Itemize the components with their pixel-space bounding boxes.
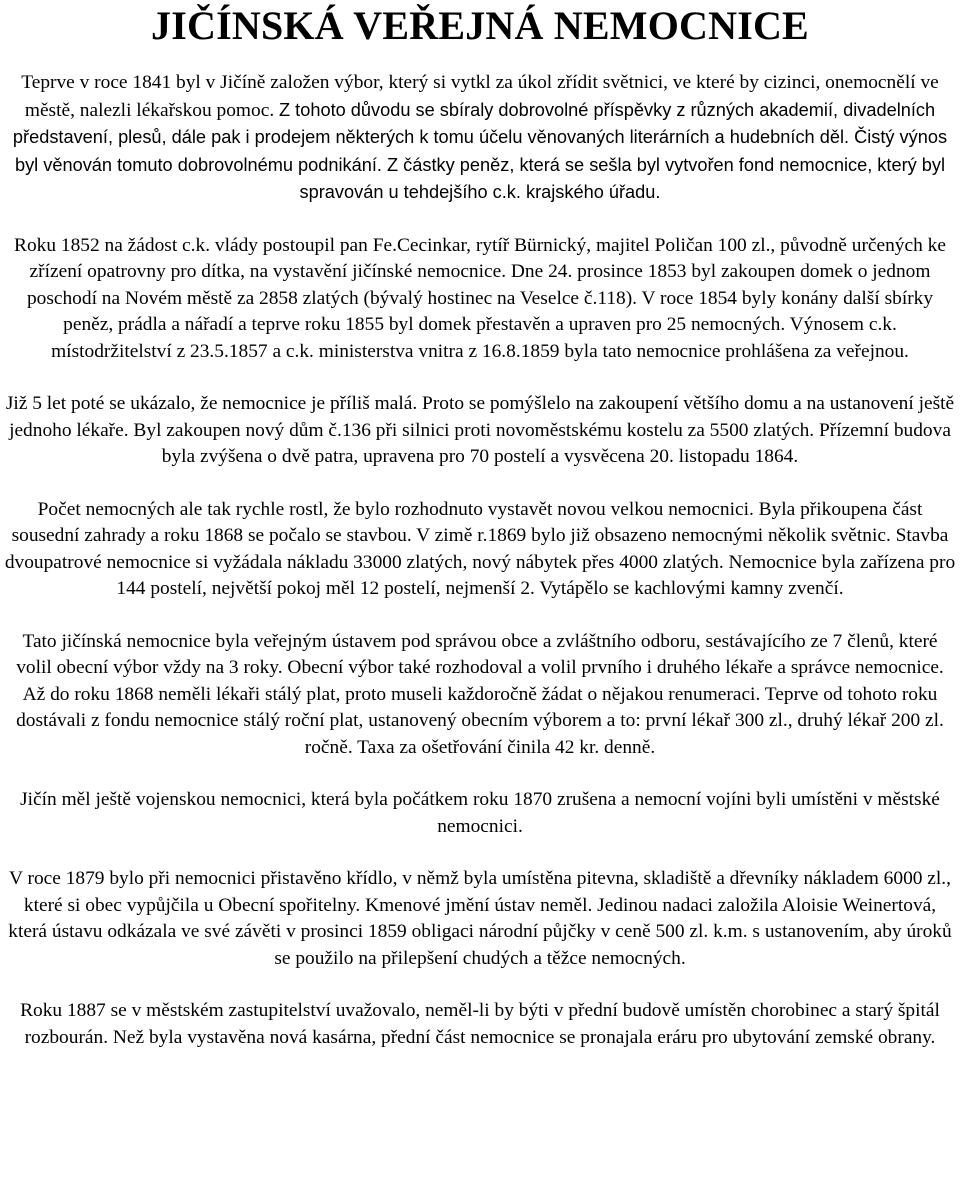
paragraph-1887: Roku 1887 se v městském zastupitelství uvažovalo, neměl-li by býti v přední budově umístěn chorobinec a starý špitál rozbourán. Než byla vystavěna nová kasárna, přední část nemocnice se pronajala eráru pro ubytování zemské obrany. [20,1000,940,1048]
document-title: JIČÍNSKÁ VEŘEJNÁ NEMOCNICE [151,3,809,48]
paragraph-1879: V roce 1879 bylo při nemocnici přistavěno křídlo, v němž byla umístěna pitevna, skladiště a dřevníky nákladem 6000 zl., které si obec vypůjčila u Obecní spořitelny. Kmenové jmění ústav neměl. Jedinou nadaci založila Aloisie Weinertová, která ústavu odkázala ve své závěti v prosinci 1859 obligaci národní půjčky v ceně 500 zl. k.m. s ustanovením, aby úroků se použilo na přilepšení chudých a těžce nemocných. [8,868,952,969]
paragraph-founding-sans-text: Z tohoto důvodu se sbíraly dobrovolné příspěvky z různých akademií, divadelních představení, plesů, dále pak i prodejem některých k tomu účelu věnovaných literárních a hudebních děl. Čistý výnos byl věnován tomuto dobrovolnému podnikání. Z částky peněz, která se sešla byl vytvořen fond nemocnice, který byl spravován u tehdejšího c.k. krajského úřadu. [12,99,948,202]
paragraph-founding [4,70,956,207]
paragraph-expansion: Již 5 let poté se ukázalo, že nemocnice je příliš malá. Proto se pomýšlelo na zakoupení většího domu a na ustanovení ještě jednoho lékaře. Byl zakoupen nový dům č.136 při silnici proti novoměstskému kostelu za 5500 zlatých. Přízemní budova byla zvýšena o dvě patra, upravena pro 70 postelí a vysvěcena 20. listopadu 1864. [5,393,955,467]
paragraph-1852: Roku 1852 na žádost c.k. vlády postoupil pan Fe.Cecinkar, rytíř Bürnický, majitel Poličan 100 zl., původně určených ke zřízení opatrovny pro dítka, na vystavění jičínské nemocnice. Dne 24. prosince 1853 byl zakoupen domek o jednom poschodí na Novém městě za 2858 zlatých (bývalý hostinec na Veselce č.118). V roce 1854 byly konány další sbírky peněz, prádla a nářadí a teprve roku 1855 byl domek přestavěn a upraven pro 25 nemocných. Výnosem c.k. místodržitelství z 23.5.1857 a c.k. ministerstva vnitra z 16.8.1859 byla tato nemocnice prohlášena za veřejnou. [14,234,946,362]
paragraph-military-hospital: Jičín měl ještě vojenskou nemocnici, která byla počátkem roku 1870 zrušena a nemocní vojíni byli umístěni v městské nemocnici. [20,789,940,837]
paragraph-new-hospital: Počet nemocných ale tak rychle rostl, že bylo rozhodnuto vystavět novou velkou nemocnici. Byla přikoupena část sousední zahrady a roku 1868 se počalo se stavbou. V zimě r.1869 bylo již obsazeno nemocnými několik světnic. Stavba dvoupatrové nemocnice si vyžádala nákladu 33000 zlatých, nový nábytek přes 4000 zlatých. Nemocnice byla zařízena pro 144 postelí, největší pokoj měl 12 postelí, nejmenší 2. Vytápělo se kachlovými kamny zvenčí. [4,498,956,599]
paragraph-founding-serif-text: Teprve v roce 1841 byl v Jičíně založen výbor, který si vytkl za úkol zřídit světnici, ve které by cizinci, onemocnělí ve městě, nalezli lékařskou pomoc. [21,72,939,121]
paragraph-administration: Tato jičínská nemocnice byla veřejným ústavem pod správou obce a zvláštního odboru, sestávajícího ze 7 členů, které volil obecní výbor vždy na 3 roky. Obecní výbor také rozhodoval a volil prvního i druhého lékaře a správce nemocnice. Až do roku 1868 neměli lékaři stálý plat, proto museli každoročně žádat o nějakou renumeraci. Teprve od tohoto roku dostávali z fondu nemocnice stálý roční plat, ustanovený obecním výborem a to: první lékař 300 zl., druhý lékař 200 zl. ročně. Taxa za ošetřování činila 42 kr. denně. [16,630,944,758]
